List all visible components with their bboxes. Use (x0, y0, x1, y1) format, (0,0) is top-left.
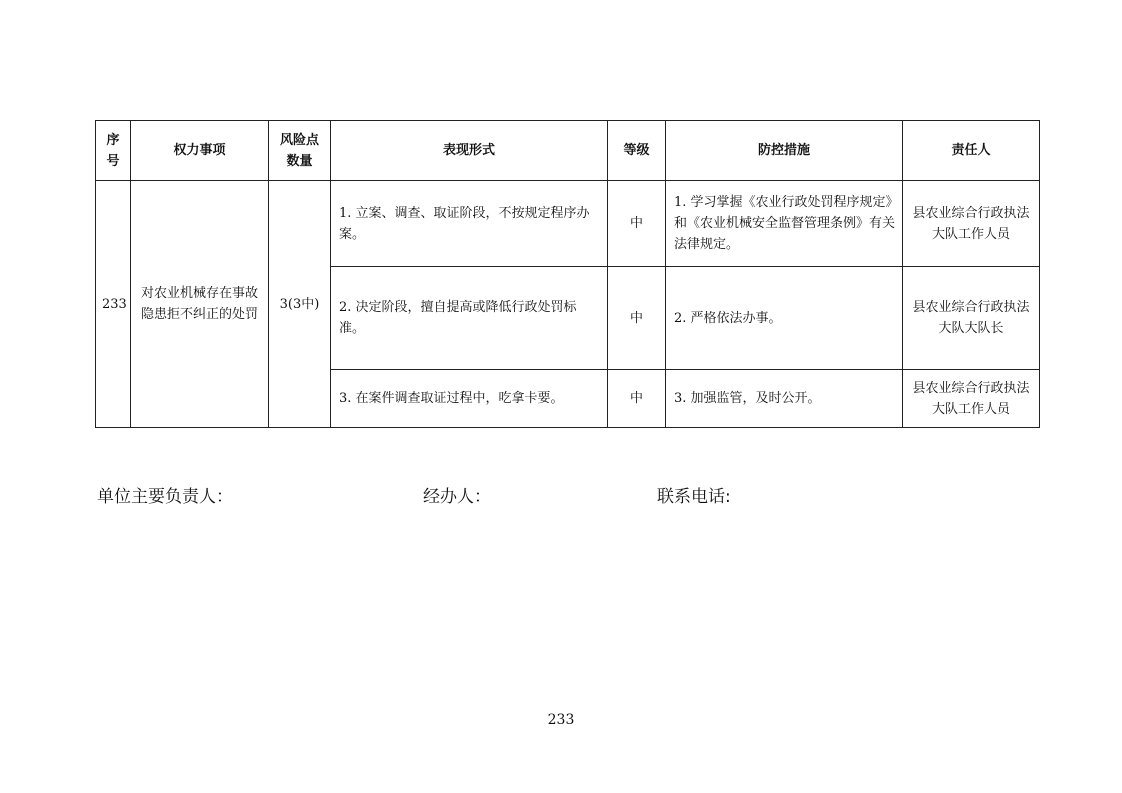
risk-table (95, 120, 1040, 428)
risk-level: 中 (608, 181, 666, 267)
header-item: 权力事项 (131, 121, 269, 181)
risk-form: 1. 立案、调查、取证阶段，不按规定程序办案。 (331, 181, 608, 267)
handler-label: 经办人： (423, 487, 491, 507)
header-form: 表现形式 (331, 121, 608, 181)
header-row (96, 121, 1040, 181)
risk-form: 2. 决定阶段，擅自提高或降低行政处罚标准。 (331, 267, 608, 370)
header-count: 风险点 数量 (269, 121, 331, 181)
header-level: 等级 (608, 121, 666, 181)
header-person: 责任人 (903, 121, 1040, 181)
row-item: 对农业机械存在事故隐患拒不纠正的处罚 (131, 181, 269, 428)
risk-person: 县农业综合行政执法大队工作人员 (903, 181, 1040, 267)
page-number: 233 (547, 712, 575, 728)
row-index: 233 (96, 181, 131, 428)
risk-form: 3. 在案件调查取证过程中，吃拿卡要。 (331, 370, 608, 428)
risk-person: 县农业综合行政执法大队工作人员 (903, 370, 1040, 428)
risk-measure: 3. 加强监管，及时公开。 (666, 370, 903, 428)
risk-measure: 2. 严格依法办事。 (666, 267, 903, 370)
phone-label: 联系电话: (657, 487, 731, 507)
risk-measure: 1. 学习掌握《农业行政处罚程序规定》和《农业机械安全监督管理条例》有关法律规定。 (666, 181, 903, 267)
risk-level: 中 (608, 267, 666, 370)
row-count: 3(3中) (269, 181, 331, 428)
header-measure: 防控措施 (666, 121, 903, 181)
header-index: 序 号 (96, 121, 131, 181)
unit-head-label: 单位主要负责人： (97, 487, 233, 507)
table-row (96, 181, 1040, 267)
risk-level: 中 (608, 370, 666, 428)
risk-person: 县农业综合行政执法大队大队长 (903, 267, 1040, 370)
